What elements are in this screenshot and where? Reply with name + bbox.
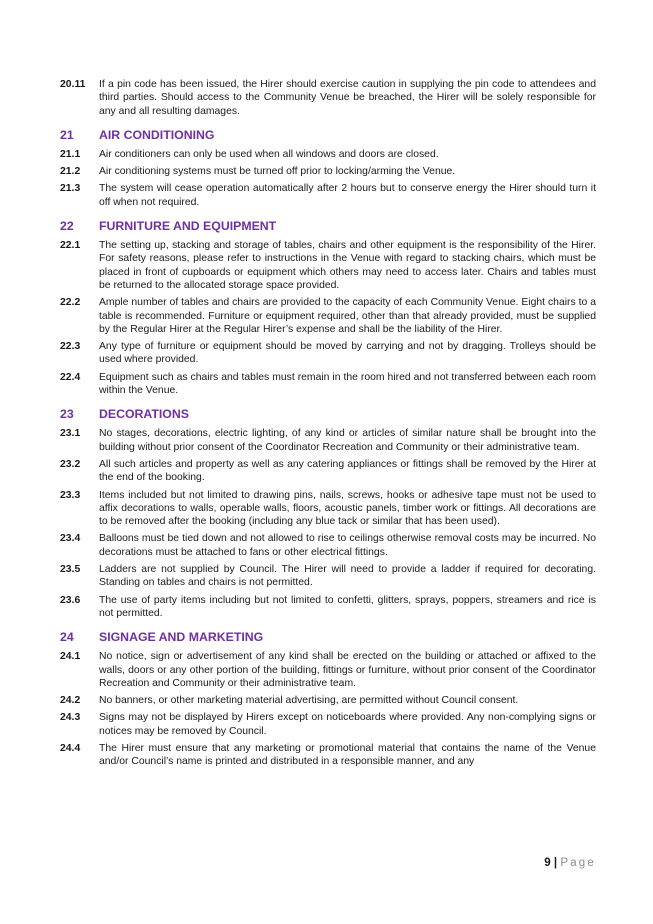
clause-24-1 [60,650,596,690]
clause-text: Ladders are not supplied by Council. The Hirer will need to provide a ladder if required for decorating. Standing on tables and chairs is not permitted. [99,564,596,589]
clause-number: 21.3 [60,183,81,195]
clause-number: 20.11 [60,79,86,90]
clause-24-4 [60,742,596,769]
clause-number: 23.3 [60,489,81,501]
clause-number: 21.2 [60,166,81,178]
page-label: Page [560,857,596,869]
clause-text: The Hirer must ensure that any marketing or promotional material that contains the name of the Venue and/or Council’s name is printed and distributed in a responsible manner, and any [99,742,596,768]
clause-text: Any type of furniture or equipment should be moved by carrying and not by dragging. Trolleys should be used where provided. [99,341,596,366]
clause-text: The setting up, stacking and storage of tables, chairs and other equipment is the responsibility of the Hirer. For safety reasons, please refer to instructions in the Venue with regard to stacking chairs, which must be placed in front of cupboards or equipment which others may need to access later. Chairs and tables must be returned to the allocated storage space provided. [99,240,596,291]
clause-23-6 [60,594,596,621]
clause-text: No notice, sign or advertisement of any kind shall be erected on the building or attached or affixed to the walls, doors or any other portion of the building, fittings or furniture, without prior consent of the Coordinator Recreation and Community or their administrative team. [99,651,596,689]
clause-number: 22.2 [60,297,81,309]
clause-text: The use of party items including but not limited to confetti, glitters, sprays, poppers, streamers and rice is not permitted. [99,594,596,619]
clause-text: Air conditioners can only be used when all windows and doors are closed. [99,148,439,160]
clause-number: 23.6 [60,594,81,606]
section-heading-22 [60,219,596,234]
section-heading-24 [60,630,596,645]
page-separator: | [553,857,558,869]
clause-number: 24.2 [60,695,81,707]
page-number: 9 [544,857,551,869]
clause-text: Ample number of tables and chairs are provided to the capacity of each Community Venue. Eight chairs to a table is recommended. Furniture or equipment required, other than that already provided, must be supplied by the Regular Hirer at the Regular Hirer’s expense and shall be the liability of the Hirer. [99,297,596,335]
clause-number: 22.3 [60,341,81,353]
clause-21-3 [60,182,596,209]
clause-text: Balloons must be tied down and not allowed to rise to ceilings otherwise removal costs may be incurred. No decorations must be attached to fans or other electrical fittings. [99,533,596,558]
clause-number: 23.5 [60,564,81,576]
clause-24-2 [60,694,596,707]
clause-20-11 [60,78,596,118]
section-heading-23 [60,407,596,422]
clause-22-2 [60,296,596,336]
clause-text: Signs may not be displayed by Hirers except on noticeboards where provided. Any non-complying signs or notices may be removed by Council. [99,712,596,737]
page-footer [520,857,596,869]
section-title: SIGNAGE AND MARKETING [99,630,264,645]
clause-number: 22.4 [60,371,81,383]
clause-number: 23.1 [60,428,81,440]
clause-21-1 [60,148,596,161]
section-title: DECORATIONS [99,407,189,422]
clause-text: All such articles and property as well as any catering appliances or fittings shall be removed by the Hirer at the end of the booking. [99,458,596,484]
clause-text: The system will cease operation automatically after 2 hours but to conserve energy the Hirer should turn it off when not required. [99,183,596,208]
section-number: 21 [60,127,74,142]
section-title: AIR CONDITIONING [99,127,215,142]
clause-22-4 [60,371,596,398]
section-number: 22 [60,219,74,234]
clause-22-3 [60,340,596,367]
clause-text: No stages, decorations, electric lighting, of any kind or articles of similar nature shall be brought into the building without prior consent of the Coordinator Recreation and Community or their administrative team. [99,428,596,453]
clause-number: 24.1 [60,651,81,663]
clause-text: Air conditioning systems must be turned off prior to locking/arming the Venue. [99,166,456,178]
clause-number: 22.1 [60,240,81,252]
clause-24-3 [60,711,596,738]
clause-22-1 [60,239,596,292]
clause-text: If a pin code has been issued, the Hirer should exercise caution in supplying the pin code to attendees and third parties. Should access to the Community Venue be breached, the Hirer will be solely responsible for any and all resulting damages. [99,79,596,117]
clause-23-5 [60,563,596,590]
section-heading-21 [60,128,596,143]
clause-number: 24.4 [60,742,81,754]
clause-text: No banners, or other marketing material advertising, are permitted without Council consent. [99,695,519,707]
clause-number: 21.1 [60,148,81,160]
clause-23-2 [60,458,596,485]
section-number: 24 [60,630,74,645]
clause-21-2 [60,165,596,178]
section-title: FURNITURE AND EQUIPMENT [99,219,277,234]
clause-number: 24.3 [60,712,81,724]
clause-number: 23.2 [60,458,81,470]
document-body [60,78,596,773]
section-number: 23 [60,407,74,422]
clause-text: Items included but not limited to drawing pins, nails, screws, hooks or adhesive tape must not be used to affix decorations to walls, operable walls, floors, acoustic panels, timber work or fittings. All decorations are to be removed after the booking (including any blue tack or similar that has been used). [99,489,596,528]
clause-number: 23.4 [60,533,81,545]
clause-23-3 [60,489,596,529]
clause-text: Equipment such as chairs and tables must remain in the room hired and not transferred between each room within the Venue. [99,371,596,397]
clause-23-4 [60,532,596,559]
clause-23-1 [60,427,596,454]
